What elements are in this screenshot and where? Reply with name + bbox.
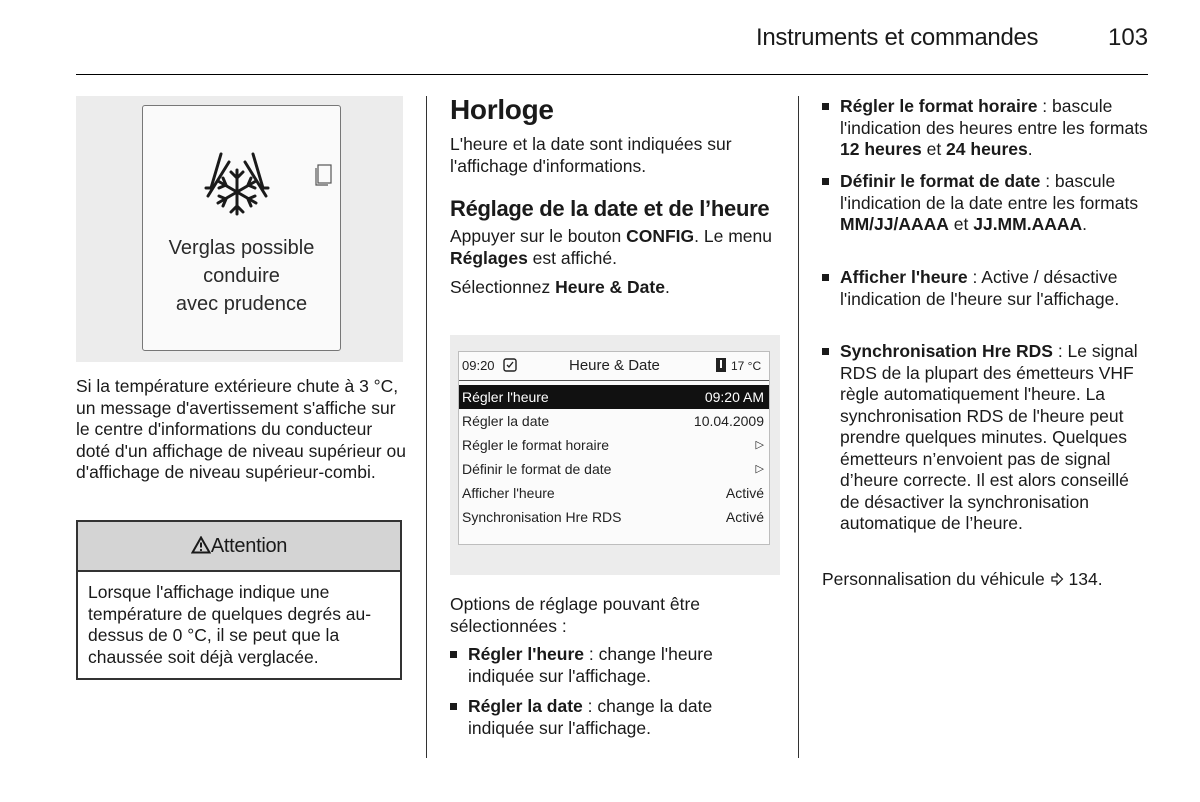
select-paragraph: Sélectionnez Heure & Date. — [450, 277, 670, 297]
page-header-title: Instruments et commandes — [756, 24, 1039, 51]
ice-warning-snowflake-icon — [201, 148, 273, 218]
warning-triangle-icon — [191, 536, 211, 554]
page-number: 103 — [1108, 24, 1149, 51]
list-item: Définir le format de date : bascule l'indication de la date entre les formats MM/JJ/AAAA et JJ.MM.AAAA. — [822, 171, 1152, 236]
menu-row[interactable]: Régler la date 10.04.2009 — [462, 413, 764, 429]
submenu-arrow-icon: ▷ — [755, 439, 764, 451]
screen-status-bar — [459, 352, 769, 381]
bullet-icon — [450, 651, 457, 658]
list-item: Synchronisation Hre RDS : Le signal RDS de la plupart des émetteurs VHF règle automatiquement l'heure. La synchronisation RDS de l'heure peut prendre quelques minutes. Quelques émetteurs n’envoient pas de signal d’heure correcte. Il est alors conseillé de désactiver la synchronisation automatique de l’heure. — [822, 341, 1152, 535]
bullet-icon — [450, 703, 457, 710]
submenu-arrow-icon: ▷ — [755, 463, 764, 475]
subsection-heading: Réglage de la date et de l’heure — [450, 196, 770, 221]
column-divider — [426, 96, 427, 758]
config-paragraph: Appuyer sur le bouton CONFIG. Le menu Réglages est affiché. — [450, 226, 772, 268]
screen-time: 09:20 — [462, 358, 495, 373]
bullet-icon — [822, 274, 829, 281]
column-divider — [798, 96, 799, 758]
temperature-paragraph: Si la température extérieure chute à 3 °C, un message d'avertissement s'affiche sur le centre d'informations du conducteur doté d'un affichage de niveau supérieur ou d'affichage de niveau supérieur-combi. — [76, 376, 406, 482]
menu-row[interactable]: Régler l'heure 09:20 AM — [459, 385, 769, 409]
screen-temperature: 17 °C — [731, 359, 762, 373]
ice-warning-message: Verglas possible conduire avec prudence — [168, 237, 315, 315]
bullet-icon — [822, 103, 829, 110]
list-item: Afficher l'heure : Active / désactive l'indication de l'heure sur l'affichage. — [822, 267, 1152, 310]
header-rule — [76, 74, 1148, 75]
menu-row[interactable]: Synchronisation Hre RDS Activé — [462, 509, 764, 525]
list-item: Régler la date : change la date indiquée sur l'affichage. — [450, 696, 780, 739]
attention-title: Attention — [210, 535, 288, 557]
cross-reference[interactable]: Personnalisation du véhicule 134. — [822, 569, 1103, 589]
driver-info-display — [142, 105, 341, 351]
bullet-icon — [822, 178, 829, 185]
menu-row[interactable]: Afficher l'heure Activé — [462, 485, 764, 501]
list-item: Régler le format horaire : bascule l'indication des heures entre les formats 12 heures et 24 heures. — [822, 96, 1152, 161]
page-icon — [315, 164, 333, 186]
clock-icon — [503, 358, 517, 372]
options-intro: Options de réglage pouvant être sélectionnées : — [450, 594, 701, 636]
bullet-icon — [822, 348, 829, 355]
section-heading: Horloge — [450, 94, 554, 125]
menu-row[interactable]: Régler le format horaire ▷ — [459, 433, 769, 457]
screen-figure — [450, 335, 780, 575]
arrow-reference-icon — [1050, 572, 1064, 586]
ice-warning-figure — [76, 96, 403, 362]
screen-title: Heure & Date — [569, 357, 660, 374]
heure-date-screen — [458, 351, 770, 545]
list-item: Régler l'heure : change l'heure indiquée sur l'affichage. — [450, 644, 780, 687]
menu-row[interactable]: Définir le format de date ▷ — [459, 457, 769, 481]
attention-header — [78, 522, 400, 572]
attention-box — [76, 520, 402, 680]
attention-body: Lorsque l'affichage indique une température de quelques degrés au-dessus de 0 °C, il se peut que la chaussée soit déjà verglacée. — [88, 582, 372, 667]
thermometer-icon — [715, 357, 727, 373]
clock-intro: L'heure et la date sont indiquées sur l'affichage d'informations. — [450, 134, 732, 176]
